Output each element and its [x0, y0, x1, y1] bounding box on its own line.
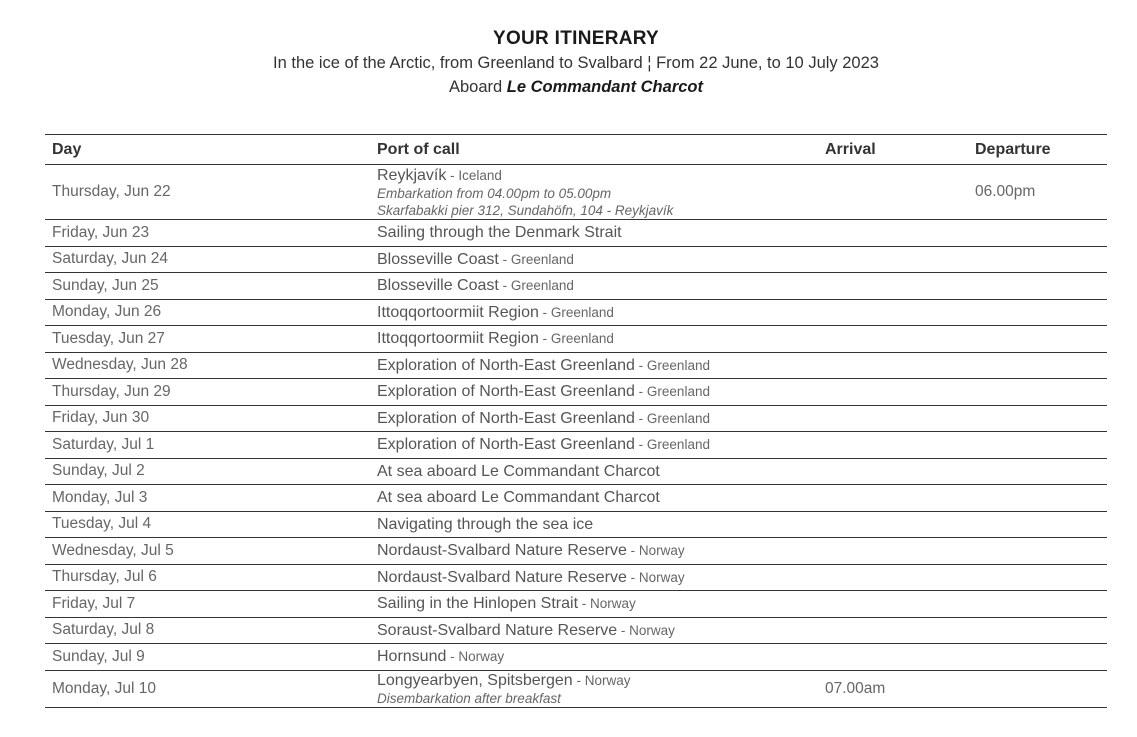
port-block	[377, 541, 685, 560]
day-cell	[52, 379, 171, 405]
port-line	[377, 488, 660, 507]
port-cell	[377, 591, 636, 617]
port-block	[377, 303, 614, 322]
day-label: Sunday, Jul 9	[52, 647, 145, 665]
port-line	[377, 223, 622, 242]
port-cell	[377, 459, 660, 485]
table-row	[45, 591, 1107, 618]
ship-name: Le Commandant Charcot	[506, 78, 703, 96]
port-cell	[377, 512, 593, 538]
page-subtitle: In the ice of the Arctic, from Greenland to Svalbard ¦ From 22 June, to 10 July 2023	[273, 54, 879, 72]
table-row	[45, 300, 1107, 327]
day-label: Thursday, Jul 6	[52, 568, 157, 586]
port-name: Sailing in the Hinlopen Strait	[377, 595, 579, 613]
port-name: Blosseville Coast	[377, 277, 499, 295]
port-country: - Greenland	[538, 304, 614, 320]
port-line	[377, 166, 673, 185]
port-name: Reykjavík	[377, 166, 447, 184]
itinerary-header	[0, 27, 1137, 99]
port-block	[377, 594, 636, 613]
table-row	[45, 485, 1107, 512]
day-cell	[52, 273, 159, 299]
day-label: Monday, Jul 10	[52, 679, 156, 697]
port-line	[377, 435, 710, 454]
port-block	[377, 356, 710, 375]
port-line	[377, 647, 504, 666]
column-header-day: Day	[52, 140, 82, 158]
day-cell	[52, 618, 154, 644]
day-label: Friday, Jun 23	[52, 223, 150, 241]
table-body	[45, 165, 1107, 708]
day-cell	[52, 591, 135, 617]
table-row	[45, 618, 1107, 645]
port-country: - Greenland	[634, 384, 710, 400]
table-row	[45, 273, 1107, 300]
day-label: Sunday, Jul 2	[52, 462, 145, 480]
port-block	[377, 223, 622, 242]
port-cell	[377, 565, 685, 591]
port-line	[377, 303, 614, 322]
port-line	[377, 250, 574, 269]
column-header-arrival: Arrival	[825, 140, 876, 158]
port-block	[377, 621, 675, 640]
table-header-row	[45, 135, 1107, 165]
day-label: Wednesday, Jul 5	[52, 541, 174, 559]
day-cell	[52, 538, 174, 564]
port-cell	[377, 406, 710, 432]
port-cell	[377, 273, 574, 299]
port-country: - Norway	[572, 672, 631, 688]
port-name: Longyearbyen, Spitsbergen	[377, 671, 573, 689]
table-row	[45, 326, 1107, 353]
page-title: YOUR ITINERARY	[492, 28, 660, 49]
port-cell	[377, 485, 660, 511]
port-cell	[377, 300, 614, 326]
port-cell	[377, 326, 614, 352]
day-cell	[52, 432, 154, 458]
port-name: Exploration of North-East Greenland	[377, 409, 635, 427]
table-row	[45, 247, 1107, 274]
port-cell	[377, 247, 574, 273]
port-block	[377, 671, 630, 707]
departure-time: 06.00pm	[975, 183, 1036, 200]
day-label: Friday, Jul 7	[52, 594, 136, 612]
table-row	[45, 459, 1107, 486]
port-block	[377, 250, 574, 269]
port-block	[377, 276, 574, 295]
port-note: Disembarkation after breakfast	[377, 690, 561, 706]
port-block	[377, 435, 710, 454]
port-country: - Greenland	[634, 357, 710, 373]
port-line	[377, 671, 630, 690]
day-cell	[52, 565, 157, 591]
table-row	[45, 220, 1107, 247]
port-country: - Norway	[446, 649, 505, 665]
port-country: - Norway	[617, 622, 675, 638]
port-country: - Greenland	[634, 437, 710, 453]
day-cell	[52, 165, 171, 219]
port-country: - Greenland	[498, 278, 574, 294]
port-name: Ittoqqortoormiit Region	[377, 303, 539, 321]
port-block	[377, 462, 660, 481]
day-label: Saturday, Jul 8	[52, 621, 155, 639]
port-line	[377, 409, 710, 428]
port-cell	[377, 671, 630, 707]
day-cell	[52, 220, 149, 246]
table-row	[45, 432, 1107, 459]
port-name: Blosseville Coast	[377, 250, 499, 268]
table-row	[45, 644, 1107, 671]
port-line	[377, 329, 614, 348]
day-cell	[52, 406, 149, 432]
port-block	[377, 647, 504, 666]
port-line	[377, 515, 593, 534]
itinerary-table	[45, 134, 1107, 708]
port-note: Embarkation from 04.00pm to 05.00pm	[377, 185, 612, 201]
day-label: Friday, Jun 30	[52, 409, 150, 427]
port-country: - Norway	[578, 596, 636, 612]
column-header-port: Port of call	[377, 140, 460, 158]
port-country: - Greenland	[634, 410, 710, 426]
day-label: Monday, Jul 3	[52, 488, 148, 506]
port-note: Skarfabakki pier 312, Sundahöfn, 104 - Reykjavík	[377, 202, 674, 218]
day-label: Thursday, Jun 22	[52, 183, 171, 200]
day-cell	[52, 671, 156, 707]
day-cell	[52, 644, 145, 670]
port-line	[377, 356, 710, 375]
day-cell	[52, 326, 165, 352]
ship-line	[0, 75, 1137, 99]
arrival-cell	[825, 671, 885, 707]
table-row	[45, 512, 1107, 539]
port-country: - Greenland	[498, 251, 574, 267]
port-name: Soraust-Svalbard Nature Reserve	[377, 621, 618, 639]
port-name: Sailing through the Denmark Strait	[377, 224, 622, 242]
port-name: Nordaust-Svalbard Nature Reserve	[377, 542, 627, 560]
port-block	[377, 166, 673, 219]
table-row	[45, 353, 1107, 380]
port-cell	[377, 165, 673, 219]
arrival-time: 07.00am	[825, 679, 886, 697]
port-cell	[377, 432, 710, 458]
port-line	[377, 568, 685, 587]
port-name: Nordaust-Svalbard Nature Reserve	[377, 568, 627, 586]
day-cell	[52, 459, 145, 485]
table-row	[45, 406, 1107, 433]
column-header-departure: Departure	[975, 140, 1051, 158]
port-name: At sea aboard Le Commandant Charcot	[377, 489, 660, 507]
port-cell	[377, 353, 710, 379]
day-cell	[52, 485, 147, 511]
day-cell	[52, 512, 151, 538]
day-label: Saturday, Jun 24	[52, 250, 169, 268]
port-cell	[377, 220, 622, 246]
table-row	[45, 379, 1107, 406]
port-cell	[377, 379, 710, 405]
port-line	[377, 382, 710, 401]
port-block	[377, 409, 710, 428]
day-label: Wednesday, Jun 28	[52, 356, 188, 374]
departure-cell	[975, 165, 1035, 219]
port-line	[377, 541, 685, 560]
day-cell	[52, 353, 188, 379]
port-name: Navigating through the sea ice	[377, 515, 594, 533]
day-cell	[52, 300, 161, 326]
table-row	[45, 165, 1107, 220]
port-name: Exploration of North-East Greenland	[377, 383, 635, 401]
day-cell	[52, 247, 168, 273]
port-name: Exploration of North-East Greenland	[377, 436, 635, 454]
port-block	[377, 568, 685, 587]
table-row	[45, 671, 1107, 708]
ship-prefix: Aboard	[449, 78, 507, 96]
port-line	[377, 462, 660, 481]
port-block	[377, 488, 660, 507]
day-label: Monday, Jun 26	[52, 303, 162, 321]
port-cell	[377, 538, 685, 564]
port-cell	[377, 644, 504, 670]
port-block	[377, 515, 593, 534]
day-label: Thursday, Jun 29	[52, 382, 171, 400]
port-country: - Greenland	[538, 331, 614, 347]
port-country: - Norway	[626, 569, 685, 585]
day-label: Tuesday, Jun 27	[52, 329, 165, 347]
day-label: Saturday, Jul 1	[52, 435, 155, 453]
day-label: Sunday, Jun 25	[52, 276, 159, 294]
table-row	[45, 538, 1107, 565]
port-name: Exploration of North-East Greenland	[377, 356, 635, 374]
port-line	[377, 594, 636, 613]
port-country: - Iceland	[446, 167, 502, 183]
port-name: At sea aboard Le Commandant Charcot	[377, 462, 660, 480]
port-block	[377, 329, 614, 348]
port-name: Ittoqqortoormiit Region	[377, 330, 539, 348]
day-label: Tuesday, Jul 4	[52, 515, 152, 533]
port-block	[377, 382, 710, 401]
table-row	[45, 565, 1107, 592]
port-line	[377, 276, 574, 295]
port-country: - Norway	[626, 543, 685, 559]
port-line	[377, 621, 675, 640]
port-cell	[377, 618, 675, 644]
port-name: Hornsund	[377, 648, 447, 666]
